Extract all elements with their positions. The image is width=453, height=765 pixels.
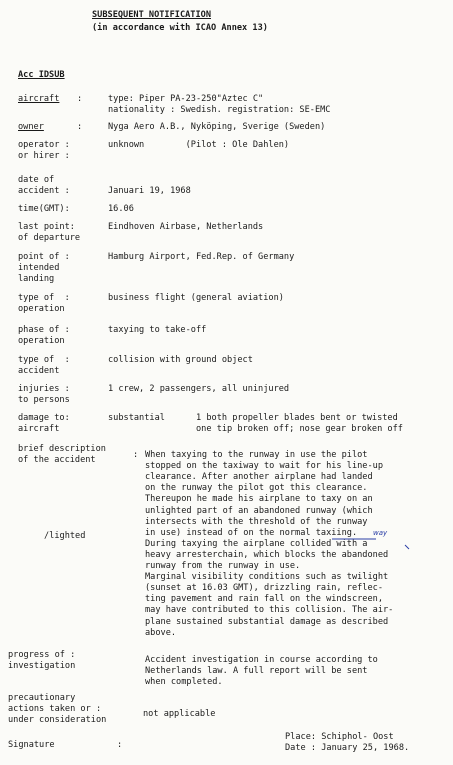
margin-note-lighted: /lighted — [44, 531, 86, 541]
operation-type-value: business flight (general aviation) — [108, 293, 284, 303]
document-title: SUBSEQUENT NOTIFICATION — [92, 10, 211, 20]
date-value: Januari 19, 1968 — [108, 186, 191, 196]
signature-label: Signature — [8, 740, 55, 750]
brief-line: in use) instead of on the normal taxiing. — [145, 527, 358, 538]
last-point-value: Eindhoven Airbase, Netherlands — [108, 222, 264, 232]
accident-type-label-2: accident — [18, 366, 60, 376]
document-subtitle: (in accordance with ICAO Annex 13) — [92, 23, 268, 33]
operator-value: unknown (Pilot : Ole Dahlen) — [108, 140, 290, 150]
precautionary-label-3: under consideration — [8, 715, 107, 725]
brief-line: plane sustained substantial damage as described — [145, 616, 389, 627]
injuries-label-2: to persons — [18, 395, 70, 405]
precautionary-label-2: actions taken or : — [8, 704, 102, 714]
date-label-1: date of — [18, 175, 55, 185]
damage-label-1: damage to: — [18, 413, 70, 423]
brief-label-1: brief description — [18, 444, 106, 454]
aircraft-type: type: Piper PA-23-250"Aztec C" — [108, 94, 264, 104]
time-label: time(GMT): — [18, 204, 70, 214]
progress-label-1: progress of : — [8, 650, 76, 660]
owner-value: Nyga Aero A.B., Nyköping, Sverige (Sweden) — [108, 122, 326, 132]
owner-colon: : — [77, 122, 83, 132]
brief-line: Thereupon he made his airplane to taxy on an — [145, 494, 373, 505]
brief-line: clearance. After another airplane had landed — [145, 472, 373, 483]
aircraft-nationality: nationality : Swedish. registration: SE-EMC — [108, 105, 331, 115]
phase-value: taxying to take-off — [108, 325, 207, 335]
brief-line: When taxying to the runway in use the pilot — [145, 450, 368, 460]
brief-line: ting pavement and rain fall on the windscreen, — [145, 594, 383, 605]
operator-label: operator : — [18, 140, 70, 150]
injuries-value: 1 crew, 2 passengers, all uninjured — [108, 384, 290, 394]
progress-line-3: when completed. — [145, 677, 223, 687]
aircraft-label: aircraft — [18, 94, 60, 104]
brief-line: Marginal visibility conditions such as twilight — [145, 572, 389, 583]
brief-line: stopped on the taxiway to wait for his line-up — [145, 461, 383, 472]
time-value: 16.06 — [108, 204, 134, 214]
precautionary-label-1: precautionary — [8, 693, 76, 703]
reference-code: Acc IDSUB — [18, 70, 65, 80]
brief-line: runway from the runway in use. — [145, 561, 301, 571]
landing-value: Hamburg Airport, Fed.Rep. of Germany — [108, 252, 295, 262]
brief-line: heavy arresterchain, which blocks the abandoned — [145, 549, 389, 560]
progress-line-1: Accident investigation in course according to — [145, 655, 378, 665]
landing-label-2: intended — [18, 263, 60, 273]
signature-place: Place: Schiphol- Oost — [285, 732, 394, 742]
phase-label-1: phase of : — [18, 325, 70, 335]
brief-label-2: of the accident — [18, 455, 96, 465]
damage-value: substantial — [108, 413, 165, 423]
accident-type-value: collision with ground object — [108, 355, 253, 365]
brief-colon: : — [133, 450, 139, 460]
precautionary-value: not applicable — [143, 709, 216, 719]
damage-detail-1: 1 both propeller blades bent or twisted — [196, 413, 398, 423]
date-label-2: accident : — [18, 186, 70, 196]
handwritten-way: way — [373, 529, 388, 537]
injuries-label-1: injuries : — [18, 384, 70, 394]
brief-line: above. — [145, 627, 177, 638]
operation-type-label-1: type of : — [18, 293, 70, 303]
landing-label-1: point of : — [18, 252, 70, 262]
hirer-label: or hirer : — [18, 151, 70, 161]
progress-label-2: investigation — [8, 661, 76, 671]
owner-label: owner — [18, 122, 44, 132]
signature-colon: : — [117, 740, 123, 750]
last-point-label-1: last point: — [18, 222, 75, 232]
brief-line: (sunset at 16.03 GMT), drizzling rain, reflec- — [145, 583, 383, 594]
phase-label-2: operation — [18, 336, 65, 346]
last-point-label-2: of departure — [18, 233, 81, 243]
operation-type-label-2: operation — [18, 304, 65, 314]
brief-line: on the runway the pilot got this clearance. — [145, 483, 368, 494]
brief-line: During taxying the airplane collided with a — [145, 538, 368, 549]
brief-line: intersects with the threshold of the runway — [145, 516, 368, 527]
accident-type-label-1: type of : — [18, 355, 70, 365]
progress-line-2: Netherlands law. A full report will be sent — [145, 666, 368, 676]
aircraft-colon: : — [77, 94, 83, 104]
landing-label-3: landing — [18, 274, 55, 284]
brief-line: unlighted part of an abandoned runway (which — [145, 505, 373, 516]
signature-date: Date : January 25, 1968. — [285, 743, 410, 753]
damage-label-2: aircraft — [18, 424, 60, 434]
brief-line: may have contributed to this collision. The air- — [145, 605, 394, 616]
damage-detail-2: one tip broken off; nose gear broken off — [196, 424, 403, 434]
